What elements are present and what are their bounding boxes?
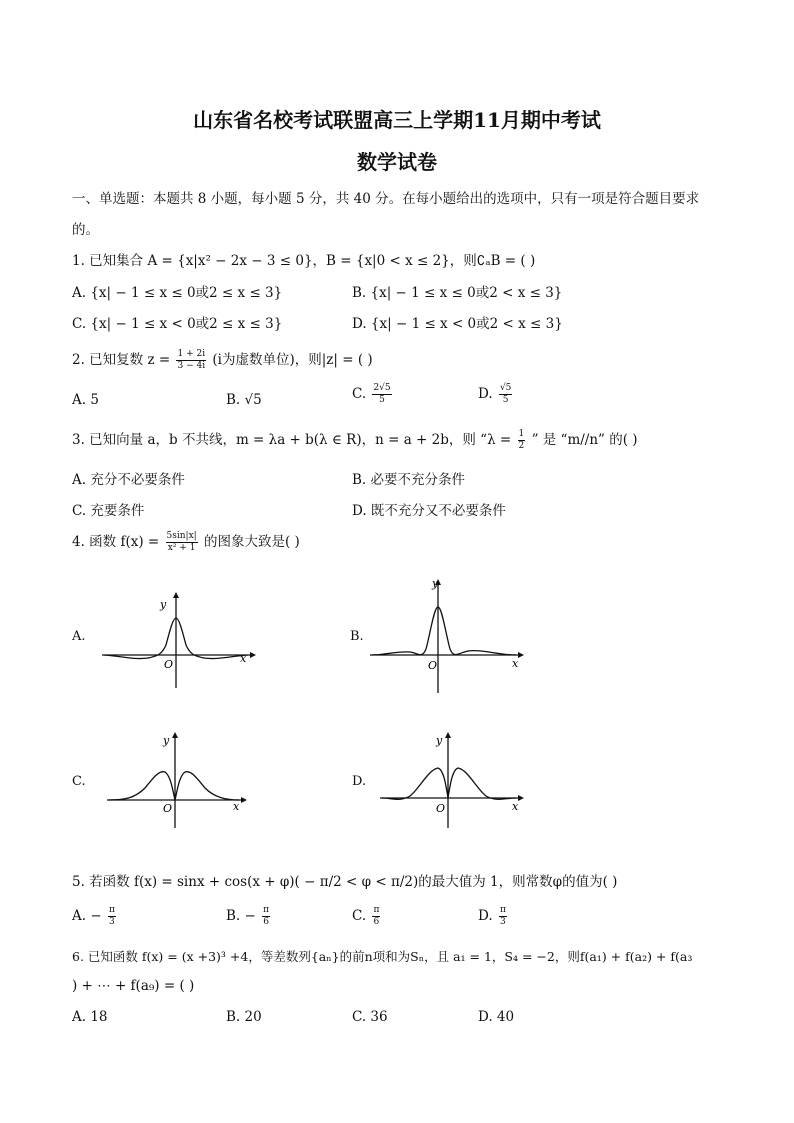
question-5-option-a-num: π: [108, 905, 115, 915]
graph-b-curve: [372, 607, 516, 655]
graph-d-y-label: y: [436, 734, 443, 747]
graph-c-x-label: x: [233, 800, 240, 813]
question-2-stem: [72, 348, 373, 371]
graph-d-x-label: x: [512, 800, 519, 813]
question-3-option-c: C. 充要条件: [72, 503, 145, 519]
question-5-option-b-den: 6: [263, 917, 269, 927]
graph-d: [378, 730, 528, 830]
question-5-option-d-den: 3: [500, 917, 506, 927]
question-4-fraction-num: 5sin|x|: [166, 531, 197, 541]
question-2-option-c-num: 2√5: [373, 383, 391, 393]
question-5-option-c-label: C.: [352, 908, 367, 924]
question-2-option-c: [352, 384, 394, 405]
question-6-option-d: D. 40: [478, 1009, 515, 1025]
question-1-stem: 1. 已知集合 A = {x|x² − 2x − 3 ≤ 0}，B = {x|0 < x ≤ 2}，则∁ₐB = ( ): [72, 253, 536, 269]
graph-c-y-label: y: [163, 734, 170, 747]
question-5-option-d-num: π: [499, 905, 506, 915]
question-5-option-b-label: B. −: [226, 908, 256, 924]
question-6-stem-line2: ) + ⋯ + f(a₉) = ( ): [72, 978, 195, 994]
graph-d-origin: O: [436, 802, 446, 815]
question-2-fraction: [176, 350, 206, 371]
question-2-option-d: [478, 384, 514, 405]
graph-b-x-label: x: [512, 657, 519, 670]
question-3-stem: [72, 428, 638, 451]
section-intro-line1: 一、单选题：本题共 8 小题，每小题 5 分，共 40 分。在每小题给出的选项中，只有一项是符合题目要求: [72, 191, 700, 207]
question-5-option-a-label: A. −: [72, 908, 102, 924]
graph-b-label: B.: [350, 629, 364, 644]
question-5-option-d: [478, 906, 509, 927]
graph-a-x-arrow: [250, 652, 256, 658]
question-2-fraction-den: 3 − 4i: [177, 361, 206, 371]
question-5-option-c-den: 6: [373, 917, 380, 927]
graph-c-curve: [109, 772, 239, 800]
graph-b: [368, 575, 528, 695]
question-2-stem-pre: 2. 已知复数 z =: [72, 352, 171, 368]
question-2-option-d-num: √5: [499, 383, 512, 393]
question-1-option-a: A. {x| − 1 ≤ x ≤ 0或2 ≤ x ≤ 3}: [72, 285, 283, 301]
graph-d-label: D.: [352, 774, 367, 789]
graph-c-y-arrow: [172, 732, 178, 738]
question-2-option-c-den: 5: [379, 395, 385, 405]
question-5-option-a: [72, 906, 118, 927]
question-6-option-a: A. 18: [72, 1009, 108, 1025]
graph-b-origin: O: [428, 659, 438, 672]
question-6-option-b: B. 20: [226, 1009, 262, 1025]
question-6-option-c: C. 36: [352, 1009, 388, 1025]
graph-c: [105, 730, 250, 830]
section-intro-line2: 的。: [72, 222, 99, 238]
question-2-option-a: A. 5: [72, 392, 99, 408]
question-3-stem-post: ” 是 “m//n” 的( ): [531, 432, 638, 448]
question-5-option-a-den: 3: [109, 917, 115, 927]
question-4-stem: [72, 530, 300, 553]
question-3-option-d: D. 既不充分又不必要条件: [352, 503, 506, 519]
page-title: 山东省名校考试联盟高三上学期11月期中考试: [193, 108, 601, 132]
question-4-stem-pre: 4. 函数 f(x) =: [72, 534, 160, 550]
graph-a-y-arrow: [173, 592, 179, 598]
question-1-option-d: D. {x| − 1 ≤ x < 0或2 < x ≤ 3}: [352, 316, 563, 332]
graph-c-x-arrow: [241, 797, 247, 803]
question-5-option-b-num: π: [263, 905, 270, 915]
question-5-option-d-label: D.: [478, 908, 493, 924]
question-6-stem-line1: 6. 已知函数 f(x) = (x +3)³ +4，等差数列{aₙ}的前n项和为Sₙ，且 a₁ = 1，S₄ = −2，则f(a₁) + f(a₂) + f(a₃: [72, 949, 693, 964]
question-4-fraction-den: x² + 1: [167, 543, 196, 553]
graph-a-origin: O: [164, 658, 174, 671]
question-3-stem-pre: 3. 已知向量 a，b 不共线，m = λa + b(λ ∈ R)，n = a + 2b，则 “λ =: [72, 432, 512, 448]
question-3-fraction-num: 1: [518, 429, 525, 439]
question-1-option-b: B. {x| − 1 ≤ x ≤ 0或2 < x ≤ 3}: [352, 285, 563, 301]
graph-d-x-arrow: [518, 795, 524, 801]
question-3-option-a: A. 充分不必要条件: [72, 472, 185, 488]
graph-d-y-arrow: [445, 732, 451, 738]
question-5-option-b: [226, 906, 272, 927]
graph-b-y-label: y: [432, 577, 439, 590]
question-2-option-b: B. √5: [226, 392, 262, 408]
graph-b-x-arrow: [518, 652, 524, 658]
graph-d-curve: [382, 768, 516, 799]
question-3-option-b: B. 必要不充分条件: [352, 472, 466, 488]
page-subtitle: 数学试卷: [357, 150, 437, 174]
question-5-option-c-num: π: [373, 905, 380, 915]
graph-c-origin: O: [163, 802, 173, 815]
graph-a-y-label: y: [160, 598, 167, 611]
graph-a-label: A.: [72, 629, 86, 644]
graph-a-x-label: x: [240, 652, 247, 665]
question-2-fraction-num: 1 + 2i: [177, 349, 206, 359]
question-4-stem-post: 的图象大致是( ): [203, 534, 300, 550]
question-2-option-d-label: D.: [478, 386, 493, 402]
question-5-stem: 5. 若函数 f(x) = sinx + cos(x + φ)( − π/2 < φ < π/2)的最大值为 1，则常数φ的值为( ): [72, 874, 618, 890]
question-2-option-d-den: 5: [502, 395, 509, 405]
question-3-fraction-den: 2: [518, 441, 525, 451]
graph-a: [100, 590, 260, 690]
question-2-stem-post: (i为虚数单位)，则|z| = ( ): [212, 352, 373, 368]
graph-c-label: C.: [72, 774, 86, 789]
question-1-option-c: C. {x| − 1 ≤ x < 0或2 ≤ x ≤ 3}: [72, 316, 283, 332]
question-5-option-c: [352, 906, 382, 927]
question-2-option-c-label: C.: [352, 386, 367, 402]
